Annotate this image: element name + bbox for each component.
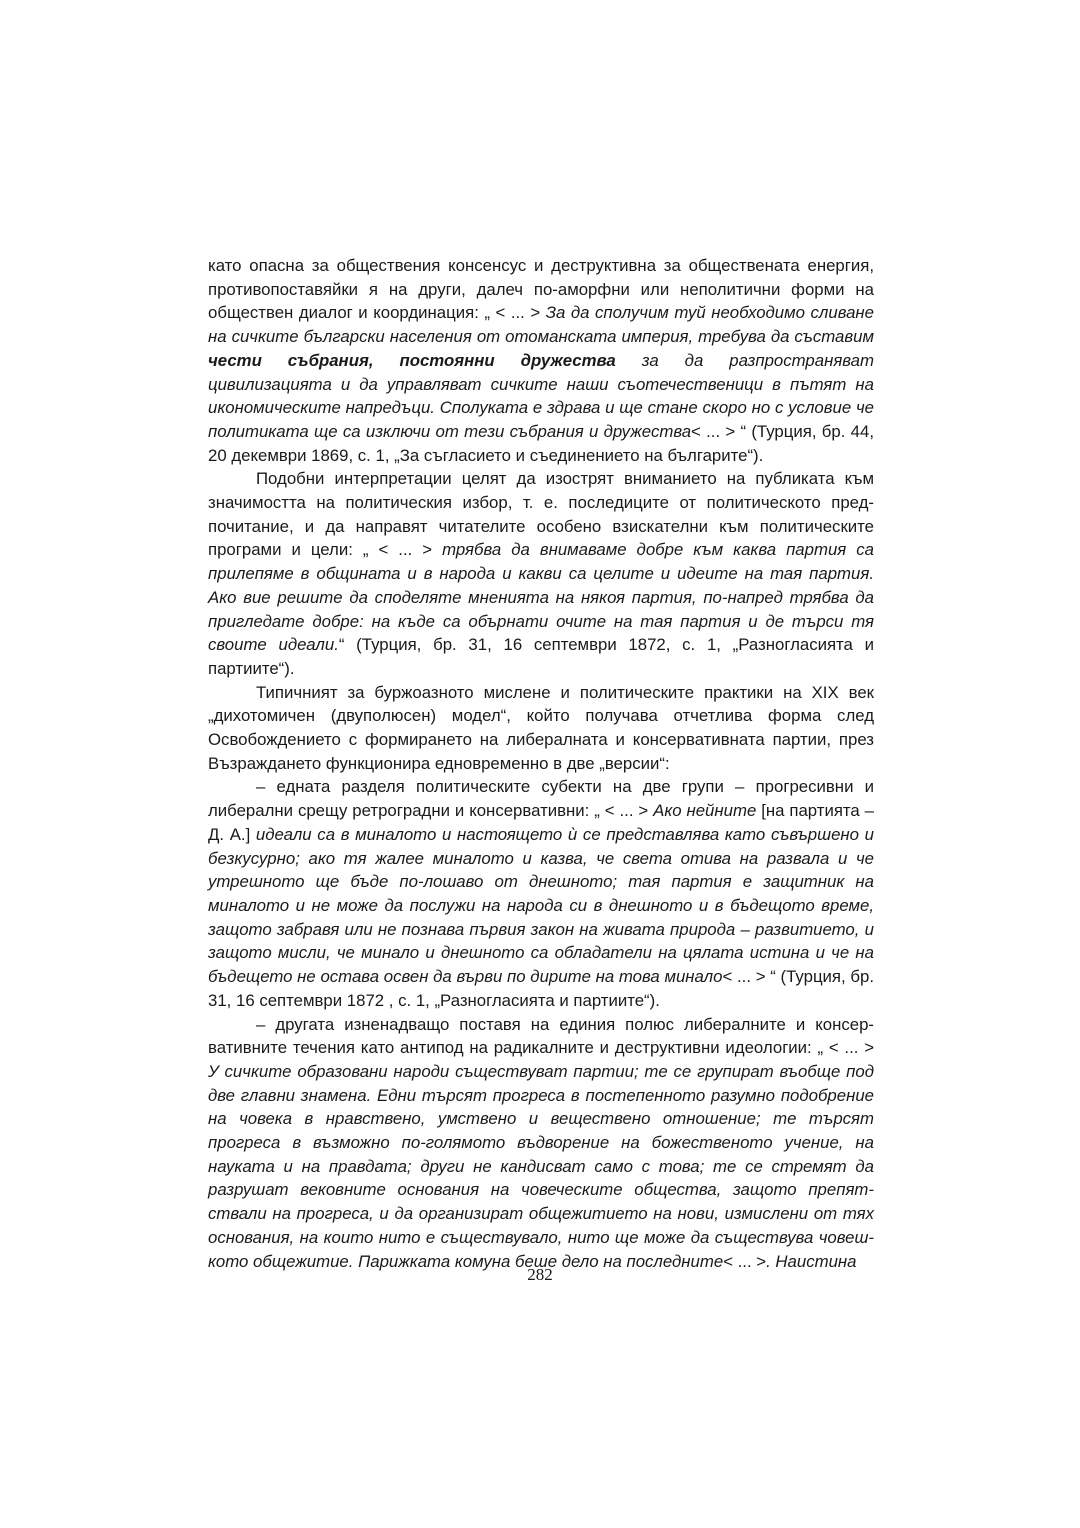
quote-italic: У сичките образовани народи съществуват партии; те се групират въобще под две главни знамена. Едни търсят прогреса в постепенното разумно подобрение на човека в нравствено, умствено и веществено отношение; те търсят прогреса в възможно по-голямото въдворение на божественото учение, на науката и на правдата; други не кандисват само с това; те се стремят да разрушат вековните основания на човеческите общества, защото препятствали на прогреса, и да организират общежитието на нови, измислени от тях основания, на които нито е съществувало, нито ще може да съществува човешкото общежитие. Парижката комуна беше дело на последните (208, 1061, 874, 1271)
quote-italic: трябва да внимаваме добре към каква партия са прилепяме в общината и в народа и какви са целите и идеите на тая партия. Ако вие решите да споделяте мненията на някоя партия, по-напред трябва да пригледате добре: на къде са обърнати очите на тая партия и де търси тя своите идеали. (208, 540, 874, 655)
text-run: – едната разделя политическите субекти на две групи – прогресивни и либерални срещу ретроградни и консервативни: „ < ... > (208, 777, 874, 821)
text-run: Типичният за буржоазното мислене и политическите практики на XIX век „дихотомичен (двуполюсен) модел“, който получава отчетлива форма след Освобождението с формирането на либералната и консервативната партии, през Възраждането функционира едновременно в две „версии“: (208, 682, 874, 773)
quote-italic: идеали са в миналото и настоящето ѝ се представлява като съвършено и безкусурно; ако тя жалее миналото и казва, че света отива на развала и че утрешното ще бъде по-лошаво от днешното; тая партия е защитник на миналото и не може да послужи на народа си в днешното и в бъдещото време, защото забравя или не познава първия закон на живата природа – развитието, и защото мисли, че минало и днешното са обладатели на цялата истина и че на бъдещето не остава освен да върви по дирите на това минало (208, 824, 874, 987)
paragraph (208, 681, 874, 776)
quote-italic: за да разпространяват цивилизацията и да управляват сичките наши съотечественици в пътят на икономическите напредъци. Сполуката е здрава и ще стане скоро но с условие че политиката ще са изключи от тези събрания и дружества (208, 350, 874, 441)
quote-italic: . Наистина (766, 1251, 857, 1271)
citation: < ... > “ (Турция, бр. 44, 20 декември 1869, с. 1, „За съгласието и съединението на българите“). (208, 421, 874, 465)
paragraph (208, 775, 874, 1012)
quote-emphasis: чести събрания, постоянни дружества (208, 350, 616, 370)
editor-note: [на партията – Д. А.] (208, 801, 874, 844)
paragraph (208, 254, 874, 467)
quote-italic: За да сполучим туй необходимо сливане на сичките български населения от отоманската империя, требува да съставим (208, 303, 874, 347)
quote-italic: Ако нейните (653, 801, 757, 821)
text-run: Подобни интерпретации целят да изострят вниманието на публиката към значимостта на политическия избор, т. е. последиците от политическото предпочитание, и да направят читателите особено взискателни към политическите програми и цели: „ < ... > (208, 469, 874, 560)
page-number: 282 (527, 1265, 553, 1284)
body-text (208, 254, 874, 1273)
paragraph (208, 467, 874, 680)
text-run: – другата изненадващо поставя на единия полюс либералните и консервативните течения като антипод на радикалните и деструктивни идеологии: „ < ... > (208, 1014, 874, 1058)
ellipsis-marker: < ... > (723, 1251, 767, 1271)
paragraph (208, 1013, 874, 1274)
citation: < ... > “ (Турция, бр. 31, 16 септември 1872 , с. 1, „Разногласията и партиите“). (208, 967, 875, 1010)
text-run: като опасна за обществения консенсус и деструктивна за обществената енергия, противопоставяйки я на други, далеч по-аморфни или неполитични форми на обществен диалог и координация: „ < ... > (208, 256, 874, 323)
citation: “ (Турция, бр. 31, 16 септември 1872, с. 1, „Разногласията и партиите“). (208, 635, 875, 678)
